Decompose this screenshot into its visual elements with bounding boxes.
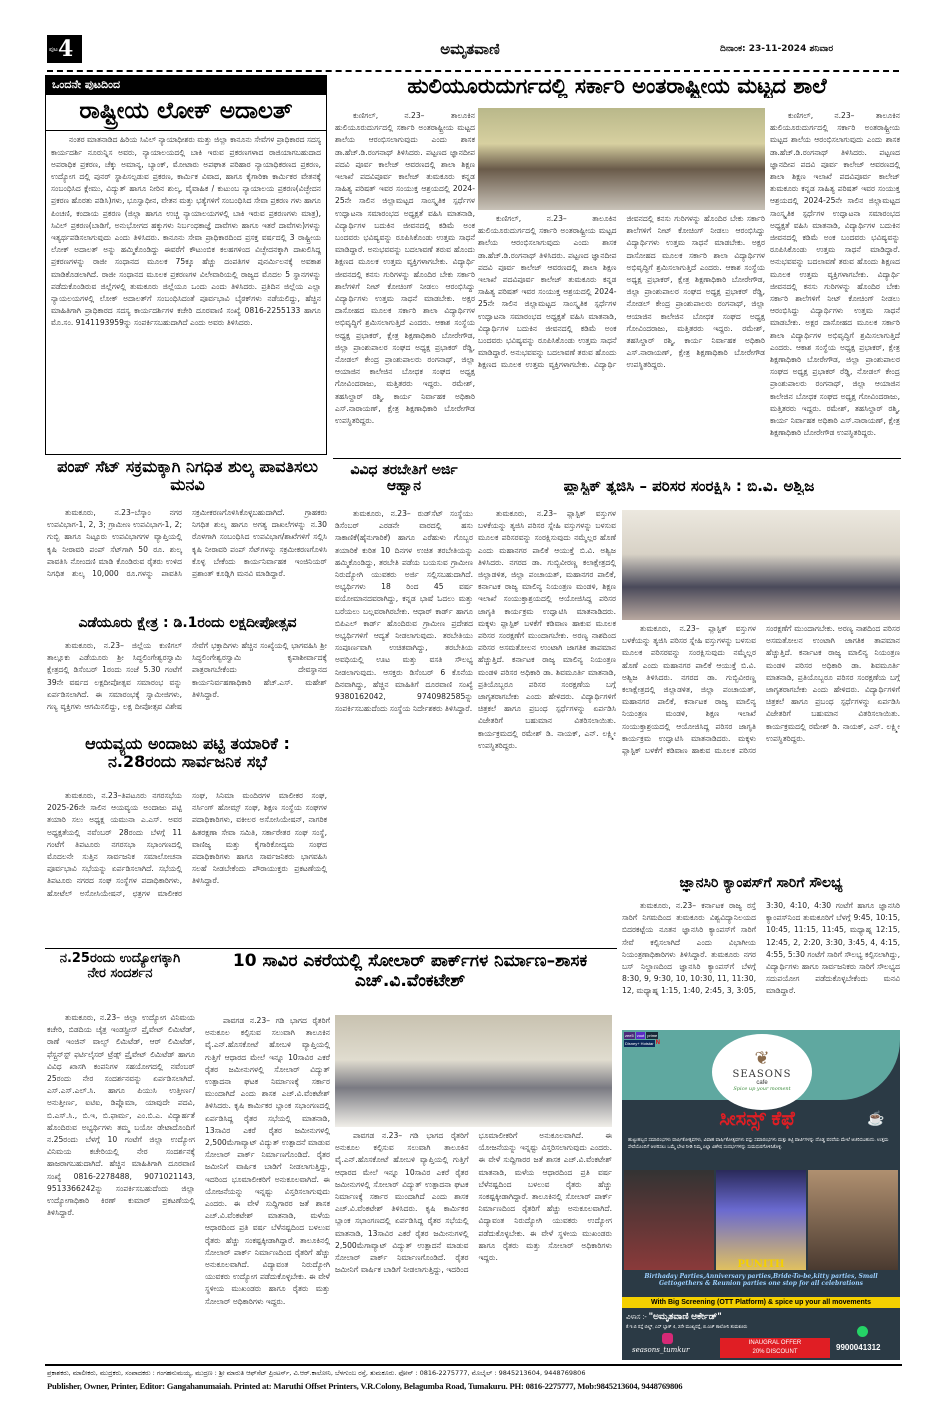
school-body: ಕುಣಿಗಲ್, ನ.23– ತಾಲೂಕಿನ ಹುಲಿಯೂರುದುರ್ಗದಲ್ಲಿ ಸರ್ಕಾರಿ ಅಂತರಾಷ್ಟ್ರೀಯ ಮಟ್ಟದ ಶಾಲೆಯ ಆರಂಭಿಸಲಾಗುವುದು ಎಂದು ಶಾಸಕ ಡಾ.ಹೆಚ್.ಡಿ.ರಂಗನಾಥ್ ತಿಳಿಸಿದರು. ಪಟ್ಟಣದ ಜ್ಞಾನದೀಪ ಪದವಿ ಪೂರ್ವ ಕಾಲೇಜ್ ಆವರಣದಲ್ಲಿ ಶಾಲಾ ಶಿಕ್ಷಣ ಇಲಾಖೆ ಪದವಿಪೂರ್ವ ಕಾಲೇಜ್ ತುಮಕೂರು ಕನ್ನಡ ಸಾಹಿತ್ಯ ಪರಿಷತ್ ಇವರ ಸಂಯುಕ್ತ ಆಶ್ರಯದಲ್ಲಿ 2024-25ನೇ ಸಾಲಿನ ಜಿಲ್ಲಾಮಟ್ಟದ ಸಾಂಸ್ಕೃತಿಕ ಸ್ಪರ್ಧೆಗಳ ಉದ್ಘಾಟನಾ ಸಮಾರಂಭದ ಅಧ್ಯಕ್ಷತೆ ವಹಿಸಿ ಮಾತನಾಡಿ, ವಿದ್ಯಾರ್ಥಿಗಳ ಬದುಕಿನ ಜೀವನದಲ್ಲಿ ಕಡಿಮೆ ಅಂಕ ಬಂದವರು ಭವಿಷ್ಯವನ್ನು ರೂಪಿಸಿಕೊಂಡು ಉತ್ತಮ ಸಾಧನೆ ಮಾಡಿದ್ದಾರೆ. ಅನುಭವವನ್ನು ಬದಲಾವಣೆ ತರುವ ಹೊಂದು ಶಿಕ್ಷಣದ ಮೂಲಕ ಉತ್ತಮ ವ್ಯಕ್ತಿಗಳಾಗಬೇಕು. ವಿದ್ಯಾರ್ಥಿ ಜೀವನದಲ್ಲಿ ಕನಸು ಗುರಿಗಳನ್ನು ಹೊಂದಿರ ಬೇಕು ಸರ್ಕಾರಿ ಶಾಲೆಗಳಿಗೆ ನೀಟ್ ಕೋಚಿಂಗ್ ನೀಡಲು ಆರಂಭಿಸಿದ್ದು ವಿದ್ಯಾರ್ಥಿಗಳು ಉತ್ತಮ ಸಾಧನೆ ಮಾಡಬೇಕು. ಅಕ್ಷರ ದಾಸೋಹದ ಮೂಲಕ ಸರ್ಕಾರಿ ಶಾಲಾ ವಿದ್ಯಾರ್ಥಿಗಳ ಅಭಿವೃದ್ಧಿಗೆ ಶ್ರಮಿಸಲಾಗುತ್ತಿದೆ ಎಂದರು. ಆಕಾಶ ಸಂಸ್ಥೆಯ ಅಧ್ಯಕ್ಷ ಪ್ರಭಾಕರ್, ಕ್ಷೇತ್ರ ಶಿಕ್ಷಣಾಧಿಕಾರಿ ಬೋರೇಗೌಡ, ಜಿಲ್ಲಾ ಪ್ರಾಂಶುಪಾಲರ ಸಂಘದ ಅಧ್ಯಕ್ಷ ಪ್ರಭಾಕರ್ ರೆಡ್ಡಿ, ನೋಡಲ್ ಕೇಂದ್ರ ಪ್ರಾಂಶುಪಾಲರು ರಂಗನಾಥ್, ಜಿಲ್ಲಾ ಆಯಾಜಿನ ಕಾಲೇಜಿನ ಬೋಧಕ ಸಂಘದ ಅಧ್ಯಕ್ಷ ಗೋವಿಂದರಾಜು, ಮತ್ತಿತರರು ಇದ್ದರು. ರಮೇಶ್, ತಹಸಿಲ್ದಾರ್ ರಶ್ಮಿ, ಕಾರ್ಯ ನಿರ್ವಾಹಕ ಅಧಿಕಾರಿ ಎಸ್.ನಾರಾಯಣ್, ಕ್ಷೇತ್ರ ಶಿಕ್ಷಣಾಧಿಕಾರಿ ಬೋರೇಗೌಡ ಉಪಸ್ಥಿತರಿದ್ದರು. xyxy=(335,111,475,426)
logo-tagline: Spice up your moment xyxy=(733,1086,791,1092)
pumpset-headline: ಪಂಪ್ ಸೆಟ್ ಸಕ್ರಮಕ್ಕಾಗಿ ನಿಗಧಿತ ಶುಲ್ಕ ಪಾವತಿಸಲು ಮನವಿ xyxy=(57,457,318,495)
campus-headline: ಜ್ಞಾನಸಿರಿ ಕ್ಯಾಂಪಸ್‌ಗೆ ಸಾರಿಗೆ ಸೌಲಭ್ಯ xyxy=(679,875,843,891)
logo-text: SEASONS xyxy=(732,1069,792,1080)
coffee-cup-icon: ☕ xyxy=(867,1110,885,1126)
logo-sub: cafe xyxy=(756,1080,768,1086)
footer-divider xyxy=(45,1364,902,1366)
address-label: ವಿಳಾಸ :- xyxy=(626,1314,647,1321)
article-body: ನಂತರ ಮಾತನಾಡಿದ ಹಿರಿಯ ಸಿವಿಲ್ ನ್ಯಾಯಾಧೀಶರು ಮತ್ತು ಜಿಲ್ಲಾ ಕಾನೂನು ಸೇವೆಗಳ ಪ್ರಾಧಿಕಾರದ ಸದಸ್ಯ ಕಾರ್ಯದರ್ಶಿ ನೂರುನ್ನಿಸ ಅವರು, ನ್ಯಾಯಾಲಯದಲ್ಲಿ ಬಾಕಿ ಇರುವ ಪ್ರಕರಣಗಳಾದ ರಾಜಿಯಾಗಬಹುದಾದ ಅಪರಾಧಿಕ ಪ್ರಕರಣ, ಚೆಕ್ಕು ಅಮಾನ್ಯ, ಬ್ಯಾಂಕ್, ಮೋಟಾರು ಅಪಘಾತ ಪರಿಹಾರ ನ್ಯಾಯಾಧಿಕರಣದ ಪ್ರಕರಣ, ಉದ್ಯೋಗ ದಲ್ಲಿ ಪುನರ್ ಸ್ಥಾಪಿಸಲ್ಪಡುವ ಪ್ರಕರಣ, ಕಾರ್ಮಿಕ ವಿವಾದ, ಹಾಗೂ ಕೈಗಾರಿಕಾ ಕಾರ್ಮಿಕರ ವೇತನಕ್ಕೆ ಸಂಬಂಧಿಸಿದ ಕ್ಲೇಮು, ವಿದ್ಯುತ್ ಹಾಗೂ ನೀರಿನ ಶುಲ್ಕ, ವೈವಾಹಿಕ / ಕುಟುಂಬ ನ್ಯಾಯಾಲಯ ಪ್ರಕರಣ(ವಿಚ್ಛೇದನ ಪ್ರಕರಣ ಹೊರತು ಪಡಿಸಿ)ಗಳು, ಭೂಸ್ವಾಧೀನ, ವೇತನ ಮತ್ತು ಭತ್ಯೆಗಳಿಗೆ ಸಂಬಂಧಿಸಿದ ಸೇವಾ ಪ್ರಕರಣ ಗಳು ಹಾಗೂ ಪಿಂಚಣಿ, ಕಂದಾಯ ಪ್ರಕರಣ (ಜಿಲ್ಲಾ ಹಾಗೂ ಉಚ್ಚ ನ್ಯಾಯಾಲಯಗಳಲ್ಲಿ ಬಾಕಿ ಇರುವ ಪ್ರಕರಣಗಳು ಮಾತ್ರ), ಸಿವಿಲ್ ಪ್ರಕರಣ(ಬಾಡಿಗೆ, ಅನುಭೋಗದ ಹಕ್ಕುಗಳು ನಿರ್ಬಂಧಕಾಜ್ಞೆ ದಾವೆಗಳು ಹಾಗೂ ಇತರೆ ದಾವೆಗಳು)ಗಳನ್ನು ಇತ್ಯರ್ಥಪಡಿಸಲಾಗುವುದು ಎಂದು ತಿಳಿಸಿದರು. ಕಾನೂನು ಸೇವಾ ಪ್ರಾಧಿಕಾರದಿಂದ ಪ್ರಸಕ್ತ ವರ್ಷದಲ್ಲಿ 3 ರಾಷ್ಟ್ರೀಯ ಲೋಕ್ ಅದಾಲತ್ ಅನ್ನು ಹಮ್ಮಿಕೊಂಡಿದ್ದು ಈವರೆಗೆ ಕೌಟುಂಬಿಕ ಕಲಹಗಳಿಂದ ವಿಚ್ಛೇದನಕ್ಕಾಗಿ ದಾಖಲಿಸಿದ್ದ ಪ್ರಕರಣಗಳನ್ನು ರಾಜೀ ಸಂಧಾನದ ಮೂಲಕ 75ಕ್ಕೂ ಹೆಚ್ಚು ದಂಪತಿಗಳ ಪುನರ್ಮಿಲನಕ್ಕೆ ಅವಕಾಶ ಮಾಡಿಕೊಡಲಾಗಿದೆ. ರಾಜೀ ಸಂಧಾನದ ಮೂಲಕ ಪ್ರಕರಣಗಳ ವಿಲೇವಾರಿಯಲ್ಲಿ ರಾಜ್ಯದ ಮೊದಲ 5 ಸ್ಥಾನಗಳನ್ನು ಪಡೆದುಕೊಂಡಿರುವ ಜಿಲ್ಲೆಗಳಲ್ಲಿ ತುಮಕೂರು ಜಿಲ್ಲೆಯೂ ಒಂದು ಎಂದು ತಿಳಿಸಿದರು. ಪ್ರತಿದಿನ ಜಿಲ್ಲೆಯ ಎಲ್ಲಾ ನ್ಯಾಯಲಯಗಳಲ್ಲಿ ಲೋಕ್ ಅದಾಲತ್‌ಗೆ ಸಂಬಂಧಿಸಿದಂತೆ ಪೂರ್ವಭಾವಿ ಬೈಠಕ್‌ಗಳು ನಡೆಯಲಿದ್ದು, ಹೆಚ್ಚಿನ ಮಾಹಿತಿಗಾಗಿ ಪ್ರಾಧಿಕಾರದ ಸದಸ್ಯ ಕಾರ್ಯದರ್ಶಿಗಳ ಕಚೇರಿ ದೂರವಾಣಿ ಸಂಖ್ಯೆ 0816-2255133 ಹಾಗೂ ಮೊ.ಸಂ. 9141193959ನ್ನು ಸಂಪರ್ಕಿಸಬಹುದಾಗಿದೆ ಎಂದು ಅವರು ತಿಳಿಸಿದರು. xyxy=(51,135,321,328)
issue-date: ದಿನಾಂಕ: 23-11-2024 ಶನಿವಾರ xyxy=(720,44,834,54)
school-headline: ಹುಲಿಯೂರುದುರ್ಗದಲ್ಲಿ ಸರ್ಕಾರಿ ಅಂತರಾಷ್ಟ್ರೀಯ ಮಟ್ಟದ ಶಾಲೆ xyxy=(407,74,827,98)
ad-intro: ಹುಟ್ಟುಹಬ್ಬದ ಸಮಾರಂಭಗಳು ವಾರ್ಷಿಕೋತ್ಸವಗಳು, ವಿವಾಹ ವಾರ್ಷಿಕೋತ್ಸವಗಳು ವಸ್ತು ಸಮಾರಂಭಗಳು ಮತ್ತು ಕಿಟ್ಟಿ ಪಾರ್ಟಿಗಳನ್ನು ದೊಡ್ಡ ಪರದೆಯ ಮೇಲೆ ಆಚರಿಸಬಹುದು. ಉತ್ತಮ ಸೇವೆಯೊಂದಿಗೆ ಆಚರಿಸಲು ಒಮ್ಮೆ ಭೇಟಿ ನೀಡಿ ನಿಮ್ಮ ಎಲ್ಲಾ ವಿಶೇಷ ಸಂದರ್ಭಗಳನ್ನು ಸುಮಧುರಗೊಳಿಸಿಕೊಳ್ಳಿ. xyxy=(628,1137,889,1149)
plastic-event-photo xyxy=(622,510,900,620)
page-number: 4 xyxy=(58,36,74,62)
edeyur-headline: ಎಡೆಯೂರು ಕ್ಷೇತ್ರ : ಡಿ.1ರಂದು ಲಕ್ಷದೀಪೋತ್ಸವ xyxy=(78,615,297,631)
ad-photo-collage xyxy=(624,1170,898,1270)
whatsapp-icon xyxy=(857,1326,868,1337)
offer-banner xyxy=(720,1338,830,1358)
job-headline: ನ.25ರಂದು ಉದ್ಯೋಗಕ್ಕಾಗಿ ನೇರ ಸಂದರ್ಶನ xyxy=(59,951,181,981)
job-body: ತುಮಕೂರು, ನ.23– ಜಿಲ್ಲಾ ಉದ್ಯೋಗ ವಿನಿಮಯ ಕಚೇರಿ, ಬಿಡದಿಯ ಚೈತ್ರ ಇಂಡಸ್ಟ್ರೀಸ್ ಪ್ರೈವೇಟ್ ಲಿಮಿಟೆಡ್, ರಾಣೆ ಇಂಜಿನ್ ವಾಲ್ವ್ ಲಿಮಿಟೆಡ್, ಆರ್ ಲಿಮಿಟೆಡ್, ಫೆಸ್ಟ್ರನ್‌ಸ್ಟ್ ಫರ್ಟಿಲೈಸರ್ ಟ್ರೆಡ್ಸ್ ಪ್ರೈವೇಟ್ ಲಿಮಿಟೆಡ್ ಹಾಗೂ ವಿವಿಧ ಖಾಸಗಿ ಕಂಪನಿಗಳ ಸಹಯೋಗದಲ್ಲಿ ನವೆಂಬರ್ 25ರಂದು ನೇರ ಸಂದರ್ಶನವನ್ನು ಏರ್ಪಡಿಸಲಾಗಿದೆ. ಎಸ್.ಎಸ್.ಎಲ್.ಸಿ. ಹಾಗೂ ಪಿಯುಸಿ ಉತ್ತೀರ್ಣ/ಅನುತ್ತೀರ್ಣ, ಐಟಿಐ, ಡಿಪ್ಲೊಮಾ, ಯಾವುದೇ ಪದವಿ, ಬಿ.ಎಸ್.ಸಿ., ಬಿ.ಇ, ಬಿ.ಫಾರ್ಮ, ಎಂ.ಬಿ.ಎ. ವಿದ್ಯಾರ್ಹತೆ ಹೊಂದಿರುವ ಅಭ್ಯರ್ಥಿಗಳು ತಮ್ಮ ಬಯೋ ಡೇಟಾದೊಂದಿಗೆ ನ.25ರಂದು ಬೆಳಗ್ಗೆ 10 ಗಂಟೆಗೆ ಜಿಲ್ಲಾ ಉದ್ಯೋಗ ವಿನಿಮಯ ಕಚೇರಿಯಲ್ಲಿ ನೇರ ಸಂದರ್ಶನಕ್ಕೆ ಹಾಜರಾಗಬಹುದಾಗಿದೆ. ಹೆಚ್ಚಿನ ಮಾಹಿತಿಗಾಗಿ ದೂರವಾಣಿ ಸಂಖ್ಯೆ 0816-2278488, 9071021143, 9513366242ನ್ನು ಸಂಪರ್ಕಿಸಬಹುದೆಂದು ಜಿಲ್ಲಾ ಉದ್ಯೋಗಾಧಿಕಾರಿ ಕಿರಣ್ ಕುಮಾರ್ ಪ್ರಕಟಣೆಯಲ್ಲಿ ತಿಳಿಸಿದ್ದಾರೆ. xyxy=(47,1013,195,1218)
solar-body-cont: ಪಾವಗಡ ನ.23– ಗಡಿ ಭಾಗದ ರೈತರಿಗೆ ಅನುಕೂಲ ಕಲ್ಪಿಸುವ ಸಲುವಾಗಿ ತಾಲೂಕಿನ ವೈ.ಎನ್.ಹೊಸಕೋಟೆ ಹೋಬಳಿ ವ್ಯಾಪ್ತಿಯಲ್ಲಿ ಗುತ್ತಿಗೆ ಆಧಾರದ ಮೇಲೆ ಇನ್ನೂ 10ಸಾವಿರ ಎಕರೆ ರೈತರ ಜಮೀನುಗಳಲ್ಲಿ ಸೋಲಾರ್ ವಿದ್ಯುತ್ ಉತ್ಪಾದನಾ ಘಟಕ ನಿರ್ಮಾಣಕ್ಕೆ ಸರ್ಕಾರ ಮುಂದಾಗಿದೆ ಎಂದು ಶಾಸಕ ಎಚ್.ವಿ.ವೆಂಕಟೇಶ್ ತಿಳಿಸಿದರು. ಕೃಷಿ ಕಾರ್ಮಿಕರ ಬ್ಲಾಂಕ ಸಭಾಂಗಣದಲ್ಲಿ ಏರ್ಪಡಿಸಿದ್ದ ರೈತರ ಸಭೆಯಲ್ಲಿ ಮಾತನಾಡಿ, 13ಸಾವಿರ ಎಕರೆ ರೈತರ ಜಮೀನುಗಳಲ್ಲಿ 2,500ಮೆಗಾವ್ಯಾಟ್ ವಿದ್ಯುತ್ ಉತ್ಪಾದನೆ ಮಾಡುವ ಸೋಲಾರ್ ಪಾರ್ಕ್ ನಿರ್ಮಾಣಗೊಂಡಿದೆ. ರೈತರ ಜಮೀನಿಗೆ ವಾರ್ಷಿಕ ಬಾಡಿಗೆ ನೀಡಲಾಗುತ್ತಿದ್ದು, ಇದರಿಂದ ಭೂಮಾಲೀಕರಿಗೆ ಅನುಕೂಲವಾಗಿದೆ. ಈ ಯೋಜನೆಯನ್ನು ಇನ್ನಷ್ಟು ವಿಸ್ತರಿಸಲಾಗುವುದು ಎಂದರು. ಈ ವೇಳೆ ಸುದ್ದಿಗಾರರ ಜತೆ ಶಾಸಕ ಎಚ್.ವಿ.ವೆಂಕಟೇಶ್ ಮಾತನಾಡಿ, ಮಳೆಯ ಆಧಾರದಿಂದ ಪ್ರತಿ ವರ್ಷ ಬೆಳೆನಷ್ಟದಿಂದ ಬಳಲುವ ರೈತರು ಹೆಚ್ಚು ಸಂಕಷ್ಟಕ್ಕೀಡಾಗಿದ್ದಾರೆ. ತಾಲೂಕಿನಲ್ಲಿ ಸೋಲಾರ್ ಪಾರ್ಕ್ ನಿರ್ಮಾಣದಿಂದ ರೈತರಿಗೆ ಹೆಚ್ಚು ಅನುಕೂಲವಾಗಿದೆ. ವಿದ್ಯಾವಂತ ನಿರುದ್ಯೋಗಿ ಯುವಕರು ಉದ್ಯೋಗ ಪಡೆದುಕೊಳ್ಳಬೇಕು. ಈ ವೇಳೆ ಸ್ಥಳೀಯ ಮುಖಂಡರು ಹಾಗೂ ರೈತರು ಮತ್ತು ಸೋಲಾರ್ ಅಧಿಕಾರಿಗಳು ಇದ್ದರು. xyxy=(335,1131,612,1275)
address-name: "ಅಮೃತವಾಣಿ ಆರ್ಕೇಡ್" xyxy=(648,1311,722,1321)
school-body-cont: ಕುಣಿಗಲ್, ನ.23– ತಾಲೂಕಿನ ಹುಲಿಯೂರುದುರ್ಗದಲ್ಲಿ ಸರ್ಕಾರಿ ಅಂತರಾಷ್ಟ್ರೀಯ ಮಟ್ಟದ ಶಾಲೆಯ ಆರಂಭಿಸಲಾಗುವುದು ಎಂದು ಶಾಸಕ ಡಾ.ಹೆಚ್.ಡಿ.ರಂಗನಾಥ್ ತಿಳಿಸಿದರು. ಪಟ್ಟಣದ ಜ್ಞಾನದೀಪ ಪದವಿ ಪೂರ್ವ ಕಾಲೇಜ್ ಆವರಣದಲ್ಲಿ ಶಾಲಾ ಶಿಕ್ಷಣ ಇಲಾಖೆ ಪದವಿಪೂರ್ವ ಕಾಲೇಜ್ ತುಮಕೂರು ಕನ್ನಡ ಸಾಹಿತ್ಯ ಪರಿಷತ್ ಇವರ ಸಂಯುಕ್ತ ಆಶ್ರಯದಲ್ಲಿ 2024-25ನೇ ಸಾಲಿನ ಜಿಲ್ಲಾಮಟ್ಟದ ಸಾಂಸ್ಕೃತಿಕ ಸ್ಪರ್ಧೆಗಳ ಉದ್ಘಾಟನಾ ಸಮಾರಂಭದ ಅಧ್ಯಕ್ಷತೆ ವಹಿಸಿ ಮಾತನಾಡಿ, ವಿದ್ಯಾರ್ಥಿಗಳ ಬದುಕಿನ ಜೀವನದಲ್ಲಿ ಕಡಿಮೆ ಅಂಕ ಬಂದವರು ಭವಿಷ್ಯವನ್ನು ರೂಪಿಸಿಕೊಂಡು ಉತ್ತಮ ಸಾಧನೆ ಮಾಡಿದ್ದಾರೆ. ಅನುಭವವನ್ನು ಬದಲಾವಣೆ ತರುವ ಹೊಂದು ಶಿಕ್ಷಣದ ಮೂಲಕ ಉತ್ತಮ ವ್ಯಕ್ತಿಗಳಾಗಬೇಕು. ವಿದ್ಯಾರ್ಥಿ ಜೀವನದಲ್ಲಿ ಕನಸು ಗುರಿಗಳನ್ನು ಹೊಂದಿರ ಬೇಕು ಸರ್ಕಾರಿ ಶಾಲೆಗಳಿಗೆ ನೀಟ್ ಕೋಚಿಂಗ್ ನೀಡಲು ಆರಂಭಿಸಿದ್ದು ವಿದ್ಯಾರ್ಥಿಗಳು ಉತ್ತಮ ಸಾಧನೆ ಮಾಡಬೇಕು. ಅಕ್ಷರ ದಾಸೋಹದ ಮೂಲಕ ಸರ್ಕಾರಿ ಶಾಲಾ ವಿದ್ಯಾರ್ಥಿಗಳ ಅಭಿವೃದ್ಧಿಗೆ ಶ್ರಮಿಸಲಾಗುತ್ತಿದೆ ಎಂದರು. ಆಕಾಶ ಸಂಸ್ಥೆಯ ಅಧ್ಯಕ್ಷ ಪ್ರಭಾಕರ್, ಕ್ಷೇತ್ರ ಶಿಕ್ಷಣಾಧಿಕಾರಿ ಬೋರೇಗೌಡ, ಜಿಲ್ಲಾ ಪ್ರಾಂಶುಪಾಲರ ಸಂಘದ ಅಧ್ಯಕ್ಷ ಪ್ರಭಾಕರ್ ರೆಡ್ಡಿ, ನೋಡಲ್ ಕೇಂದ್ರ ಪ್ರಾಂಶುಪಾಲರು ರಂಗನಾಥ್, ಜಿಲ್ಲಾ ಆಯಾಜಿನ ಕಾಲೇಜಿನ ಬೋಧಕ ಸಂಘದ ಅಧ್ಯಕ್ಷ ಗೋವಿಂದರಾಜು, ಮತ್ತಿತರರು ಇದ್ದರು. ರಮೇಶ್, ತಹಸಿಲ್ದಾರ್ ರಶ್ಮಿ, ಕಾರ್ಯ ನಿರ್ವಾಹಕ ಅಧಿಕಾರಿ ಎಸ್.ನಾರಾಯಣ್, ಕ್ಷೇತ್ರ ಶಿಕ್ಷಣಾಧಿಕಾರಿ ಬೋರೇಗೌಡ ಉಪಸ್ಥಿತರಿದ್ದರು. xyxy=(478,214,765,370)
address-line: ಕೆ.ಇ.ಬಿ ರಸ್ತೆ ಬಿಲ್ಡ್, ಎಸ್ ಬ್ಲಾಕ್ 4, 2ನೇ ಮುಖ್ಯರಸ್ತೆ, ಬಿ.ಎಚ್ ಕಾಲೋನಿ ತುಮಕೂರು xyxy=(626,1324,748,1329)
solar-meeting-photo xyxy=(335,1015,612,1127)
solar-body: ಪಾವಗಡ ನ.23– ಗಡಿ ಭಾಗದ ರೈತರಿಗೆ ಅನುಕೂಲ ಕಲ್ಪಿಸುವ ಸಲುವಾಗಿ ತಾಲೂಕಿನ ವೈ.ಎನ್.ಹೊಸಕೋಟೆ ಹೋಬಳಿ ವ್ಯಾಪ್ತಿಯಲ್ಲಿ ಗುತ್ತಿಗೆ ಆಧಾರದ ಮೇಲೆ ಇನ್ನೂ 10ಸಾವಿರ ಎಕರೆ ರೈತರ ಜಮೀನುಗಳಲ್ಲಿ ಸೋಲಾರ್ ವಿದ್ಯುತ್ ಉತ್ಪಾದನಾ ಘಟಕ ನಿರ್ಮಾಣಕ್ಕೆ ಸರ್ಕಾರ ಮುಂದಾಗಿದೆ ಎಂದು ಶಾಸಕ ಎಚ್.ವಿ.ವೆಂಕಟೇಶ್ ತಿಳಿಸಿದರು. ಕೃಷಿ ಕಾರ್ಮಿಕರ ಬ್ಲಾಂಕ ಸಭಾಂಗಣದಲ್ಲಿ ಏರ್ಪಡಿಸಿದ್ದ ರೈತರ ಸಭೆಯಲ್ಲಿ ಮಾತನಾಡಿ, 13ಸಾವಿರ ಎಕರೆ ರೈತರ ಜಮೀನುಗಳಲ್ಲಿ 2,500ಮೆಗಾವ್ಯಾಟ್ ವಿದ್ಯುತ್ ಉತ್ಪಾದನೆ ಮಾಡುವ ಸೋಲಾರ್ ಪಾರ್ಕ್ ನಿರ್ಮಾಣಗೊಂಡಿದೆ. ರೈತರ ಜಮೀನಿಗೆ ವಾರ್ಷಿಕ ಬಾಡಿಗೆ ನೀಡಲಾಗುತ್ತಿದ್ದು, ಇದರಿಂದ ಭೂಮಾಲೀಕರಿಗೆ ಅನುಕೂಲವಾಗಿದೆ. ಈ ಯೋಜನೆಯನ್ನು ಇನ್ನಷ್ಟು ವಿಸ್ತರಿಸಲಾಗುವುದು ಎಂದರು. ಈ ವೇಳೆ ಸುದ್ದಿಗಾರರ ಜತೆ ಶಾಸಕ ಎಚ್.ವಿ.ವೆಂಕಟೇಶ್ ಮಾತನಾಡಿ, ಮಳೆಯ ಆಧಾರದಿಂದ ಪ್ರತಿ ವರ್ಷ ಬೆಳೆನಷ್ಟದಿಂದ ಬಳಲುವ ರೈತರು ಹೆಚ್ಚು ಸಂಕಷ್ಟಕ್ಕೀಡಾಗಿದ್ದಾರೆ. ತಾಲೂಕಿನಲ್ಲಿ ಸೋಲಾರ್ ಪಾರ್ಕ್ ನಿರ್ಮಾಣದಿಂದ ರೈತರಿಗೆ ಹೆಚ್ಚು ಅನುಕೂಲವಾಗಿದೆ. ವಿದ್ಯಾವಂತ ನಿರುದ್ಯೋಗಿ ಯುವಕರು ಉದ್ಯೋಗ ಪಡೆದುಕೊಳ್ಳಬೇಕು. ಈ ವೇಳೆ ಸ್ಥಳೀಯ ಮುಖಂಡರು ಹಾಗೂ ರೈತರು ಮತ್ತು ಸೋಲಾರ್ ಅಧಿಕಾರಿಗಳು ಇದ್ದರು. xyxy=(205,1016,330,1306)
masthead: ಅಮೃತವಾಣಿ xyxy=(440,40,500,58)
hotstar-logo: Disney+ Hotstar xyxy=(625,1041,654,1046)
budget-body: ತುಮಕೂರು, ನ.23–ತಿಪಟೂರು ನಗರಸಭೆಯ 2025-26ನೇ ಸಾಲಿನ ಆಯವ್ಯಯ ಅಂದಾಜು ಪಟ್ಟಿ ತಯಾರಿ ಸಲು ಅಧ್ಯಕ್ಷ ಯಮುನಾ ಎ.ಎಸ್. ಅವರ ಅಧ್ಯಕ್ಷತೆಯಲ್ಲಿ ನವೆಂಬರ್ 28ರಂದು ಬೆಳಗ್ಗೆ 11 ಗಂಟೆಗೆ ತಿಪಟೂರು ನಗರಸಭಾ ಸಭಾಂಗಣದಲ್ಲಿ ಮೊದಲನೇ ಸುತ್ತಿನ ಸಾರ್ವಜನಿಕ ಸಮಾಲೋಚನಾ ಪೂರ್ವಭಾವಿ ಸಭೆಯನ್ನು ಏರ್ಪಡಿಸಲಾಗಿದೆ. ಸಭೆಯಲ್ಲಿ ತಿಪಟೂರು ನಗರದ ಸಂಘ ಸಂಸ್ಥೆಗಳ ಪದಾಧಿಕಾರಿಗಳು, ಹೋಟೆಲ್ ಅಸೋಸಿಯೇಷನ್, ಛತ್ರಗಳ ಮಾಲೀಕರ ಸಂಘ, ಸಿನಿಮಾ ಮಂದಿರಗಳ ಮಾಲೀಕರ ಸಂಘ, ನರ್ಸಿಂಗ್ ಹೋಮ್ಸ್ ಸಂಘ, ಶಿಕ್ಷಣ ಸಂಸ್ಥೆಯ ಸಂಘಗಳ ಪದಾಧಿಕಾರಿಗಳು, ವಕೀಲರ ಅಸೋಸಿಯೇಷನ್, ನಾಗರಿಕ ಹಿತರಕ್ಷಣಾ ಸೇವಾ ಸಮಿತಿ, ಸರ್ಕಾರೇತರ ಸಂಘ ಸಂಸ್ಥೆ, ವಾಣಿಜ್ಯ ಮತ್ತು ಕೈಗಾರಿಕೋದ್ಯಮ ಸಂಘದ ಪದಾಧಿಕಾರಿಗಳು ಹಾಗೂ ಸಾರ್ವಜನಿಕರು ಭಾಗವಹಿಸಿ ಸಲಹೆ ನೀಡಬೇಕೆಂದು ಪೌರಾಯುಕ್ತರು ಪ್ರಕಟಣೆಯಲ್ಲಿ ತಿಳಿಸಿದ್ದಾರೆ. xyxy=(47,791,327,898)
continued-label: ಒಂದನೇ ಪುಟದಿಂದ xyxy=(46,76,326,95)
ad-title: ಸೀಸನ್ಸ್ ಕೆಫೆ xyxy=(719,1108,795,1130)
training-body: ತುಮಕೂರು, ನ.23– ರುಡ್‌ಸೆಟ್ ಸಂಸ್ಥೆಯು ಡಿಸೆಂಬರ್ ಎರಡನೇ ವಾರದಲ್ಲಿ ಹಸು ಸಾಕಾಣಿಕೆ(ಹೈನುಗಾರಿಕೆ) ಹಾಗೂ ಎರೆಹುಳು ಗೊಬ್ಬರ ತಯಾರಿಕೆ ಕುರಿತ 10 ದಿನಗಳ ಉಚಿತ ತರಬೇತಿಯನ್ನು ಹಮ್ಮಿಕೊಂಡಿದ್ದು, ತರಬೇತಿ ಪಡೆಯ ಬಯಸುವ ಗ್ರಾಮೀಣ ನಿರುದ್ಯೋಗಿ ಯುವಕರು ಅರ್ಜಿ ಸಲ್ಲಿಸಬಹುದಾಗಿದೆ. ಅಭ್ಯರ್ಥಿಗಳು 18 ರಿಂದ 45 ವರ್ಷ ವಯೋಮಾನದವರಾಗಿದ್ದು, ಕನ್ನಡ ಭಾಷೆ ಓದಲು ಮತ್ತು ಬರೆಯಲು ಬಲ್ಲವರಾಗಿರಬೇಕು. ಆಧಾರ್ ಕಾರ್ಡ್ ಹಾಗೂ ಬಿಪಿಎಲ್ ಕಾರ್ಡ್ ಹೊಂದಿರುವ ಗ್ರಾಮೀಣ ಪ್ರದೇಶದ ಅಭ್ಯರ್ಥಿಗಳಿಗೆ ಆದ್ಯತೆ ನೀಡಲಾಗುವುದು. ತರಬೇತಿಯು ಸಂಪೂರ್ಣವಾಗಿ ಉಚಿತವಾಗಿದ್ದು, ತರಬೇತಿಯ ಅವಧಿಯಲ್ಲಿ ಊಟ ಮತ್ತು ವಸತಿ ಸೌಲಭ್ಯ ನೀಡಲಾಗುವುದು. ಆಸಕ್ತರು ಡಿಸೆಂಬರ್ 6 ಕೊನೆಯ ದಿನವಾಗಿದ್ದು, ಹೆಚ್ಚಿನ ಮಾಹಿತಿಗೆ ದೂರವಾಣಿ ಸಂಖ್ಯೆ 9380162042, 9740982585ನ್ನು ಸಂಪರ್ಕಿಸಬಹುದೆಂದು ಸಂಸ್ಥೆಯ ನಿರ್ದೇಶಕರು ತಿಳಿಸಿದ್ದಾರೆ. xyxy=(335,509,473,714)
plastic-headline: ಪ್ಲಾಸ್ಟಿಕ್ ತ್ಯಜಿಸಿ – ಪರಿಸರ ಸಂರಕ್ಷಿಸಿ : ಬಿ.ವಿ. ಅಶ್ವಿಜ xyxy=(563,478,815,495)
offer-line-2: 20% DISCOUNT xyxy=(752,1349,798,1355)
plastic-body: ತುಮಕೂರು, ನ.23– ಪ್ಲಾಸ್ಟಿಕ್ ವಸ್ತುಗಳ ಬಳಕೆಯನ್ನು ತ್ಯಜಿಸಿ ಪರಿಸರ ಸ್ನೇಹಿ ವಸ್ತುಗಳನ್ನು ಬಳಸುವ ಮೂಲಕ ಪರಿಸರವನ್ನು ಸಂರಕ್ಷಿಸುವುದು ನಮ್ಮೆಲ್ಲರ ಹೊಣೆ ಎಂದು ಮಹಾನಗರ ಪಾಲಿಕೆ ಆಯುಕ್ತೆ ಬಿ.ವಿ. ಅಶ್ವಿಜ ತಿಳಿಸಿದರು. ನಗರದ ಡಾ. ಗುಬ್ಬಿವೀರಣ್ಣ ಕಲಾಕ್ಷೇತ್ರದಲ್ಲಿ ಜಿಲ್ಲಾಡಳಿತ, ಜಿಲ್ಲಾ ಪಂಚಾಯತ್, ಮಹಾನಗರ ಪಾಲಿಕೆ, ಕರ್ನಾಟಕ ರಾಜ್ಯ ಮಾಲಿನ್ಯ ನಿಯಂತ್ರಣ ಮಂಡಳಿ, ಶಿಕ್ಷಣ ಇಲಾಖೆ ಸಂಯುಕ್ತಾಶ್ರಯದಲ್ಲಿ ಆಯೋಜಿಸಿದ್ದ ಪರಿಸರ ಜಾಗೃತಿ ಕಾರ್ಯಕ್ರಮ ಉದ್ಘಾಟಿಸಿ ಮಾತನಾಡಿದರು. ಮಕ್ಕಳು ಪ್ಲಾಸ್ಟಿಕ್ ಬಳಕೆಗೆ ಕಡಿವಾಣ ಹಾಕುವ ಮೂಲಕ ಪರಿಸರ ಸಂರಕ್ಷಣೆಗೆ ಮುಂದಾಗಬೇಕು. ಅರಣ್ಯ ನಾಶದಿಂದ ಪರಿಸರ ಅಸಮತೋಲನ ಉಂಟಾಗಿ ಜಾಗತಿಕ ತಾಪಮಾನ ಹೆಚ್ಚುತ್ತಿದೆ. ಕರ್ನಾಟಕ ರಾಜ್ಯ ಮಾಲಿನ್ಯ ನಿಯಂತ್ರಣ ಮಂಡಳಿ ಪರಿಸರ ಅಧಿಕಾರಿ ಡಾ. ಶಿವಮೂರ್ತಿ ಮಾತನಾಡಿ, ಪ್ರತಿಯೊಬ್ಬರೂ ಪರಿಸರ ಸಂರಕ್ಷಣೆಯ ಬಗ್ಗೆ ಜಾಗೃತರಾಗಬೇಕು ಎಂದು ಹೇಳಿದರು. ವಿದ್ಯಾರ್ಥಿಗಳಿಗೆ ಚಿತ್ರಕಲೆ ಹಾಗೂ ಪ್ರಬಂಧ ಸ್ಪರ್ಧೆಗಳನ್ನು ಏರ್ಪಡಿಸಿ ವಿಜೇತರಿಗೆ ಬಹುಮಾನ ವಿತರಿಸಲಾಯಿತು. ಕಾರ್ಯಕ್ರಮದಲ್ಲಿ ರಮೇಶ್ ಡಿ. ನಾಯಕ್, ಎನ್. ಲಕ್ಷ್ಮೀ ಉಪಸ್ಥಿತರಿದ್ದರು. xyxy=(478,509,616,750)
training-headline: ವಿವಿಧ ತರಬೇತಿಗೆ ಅರ್ಜಿ ಆಹ್ವಾನ xyxy=(350,462,458,495)
instagram-handle: seasons_tumkur xyxy=(632,1346,690,1354)
instagram-icon xyxy=(662,1333,673,1344)
pumpset-body: ತುಮಕೂರು, ನ.23–ಬೆಸ್ಕಾಂ ನಗರ ಉಪವಿಭಾಗ-1, 2, 3; ಗ್ರಾಮೀಣ ಉಪವಿಭಾಗ-1, 2; ಗುಬ್ಬಿ ಹಾಗೂ ನಿಟ್ಟೂರು ಉಪವಿಭಾಗಗಳ ವ್ಯಾಪ್ತಿಯಲ್ಲಿ ಕೃಷಿ ನೀರಾವರಿ ಪಂಪ್ ಸೆಟ್‌ಗಾಗಿ 50 ರೂ. ಶುಲ್ಕ ಪಾವತಿಸಿ ನೋಂದಣಿ ಮಾಡಿ ಕೊಂಡಿರುವ ರೈತರು ಉಳಿದ ನಿಗಧಿತ ಶುಲ್ಕ 10,000 ರೂ.ಗಳನ್ನು ಪಾವತಿಸಿ ಸಕ್ರಮೀಕರಣಗೊಳಿಸಿಕೊಳ್ಳಬಹುದಾಗಿದೆ. ಗ್ರಾಹಕರು ನಿಗಧಿತ ಶುಲ್ಕ ಹಾಗೂ ಅಗತ್ಯ ದಾಖಲೆಗಳನ್ನು ನ.30 ರೊಳಗಾಗಿ ಸಂಬಂಧಿಸಿದ ಉಪವಿಭಾಗ/ಶಾಖೆಗಳಿಗೆ ಸಲ್ಲಿಸಿ ಕೃಷಿ ನೀರಾವರಿ ಪಂಪ್ ಸೆಟ್‌ಗಳನ್ನು ಸಕ್ರಮೀಕರಣಗೊಳಿಸಿ ಕೊಳ್ಳ ಬೇಕೆಂದು ಕಾರ್ಯನಿರ್ವಾಹಕ ಇಂಜಿನಿಯರ್ ಪ್ರಶಾಂತ್ ಕೂಡ್ಲಿಗಿ ಮನವಿ ಮಾಡಿದ್ದಾರೆ. xyxy=(47,508,327,579)
celebrations-text: Birthaday Parties,Anniversary parties,Bride-To-be,kitty parties, Small Gettogethers & Reunion parties one stop for all celebrations xyxy=(644,1273,878,1287)
school-event-photo xyxy=(478,108,765,210)
tree-icon: ❦ xyxy=(754,1048,770,1068)
voot-logo: voot xyxy=(636,1033,645,1038)
netflix-logo: N xyxy=(655,1040,660,1046)
footer-imprint-kannada: ಪ್ರಕಾಶಕರು, ಮಾಲೀಕರು, ಮುದ್ರಕರು, ಸಂಪಾದಕರು : ಗಂಗಹನುಮಯ್ಯ, ಮುದ್ರಣ : ಶ್ರೀ ಮಾರುತಿ ಆಫ್‌ಸೆಟ್ ಪ್ರಿಂಟರ್ಸ್, ವಿ.ಆರ್.ಕಾಲೋನಿ, ಬೆಳಗುಂಬ ರಸ್ತೆ, ತುಮಕೂರು. ಫೋನ್ : 0816-2275777, ಮೊಬೈಲ್ : 9845213604, 9448769806 xyxy=(47,1369,586,1377)
screening-banner: With Big Screening (OTT Platform) & spice up your all movements xyxy=(622,1297,900,1308)
edeyur-body: ತುಮಕೂರು, ನ.23– ಜಿಲ್ಲೆಯ ಕುಣಿಗಲ್ ತಾಲ್ಲೂಕು ಎಡೆಯೂರು ಶ್ರೀ ಸಿದ್ಧಲಿಂಗೇಶ್ವರಸ್ವಾಮಿ ಕ್ಷೇತ್ರದಲ್ಲಿ ಡಿಸೆಂಬರ್ 1ರಂದು ಸಂಜೆ 5.30 ಗಂಟೆಗೆ 39ನೇ ವರ್ಷದ ಲಕ್ಷದೀಪೋತ್ಸವ ಸಮಾರಂಭ ವನ್ನು ಏರ್ಪಡಿಸಲಾಗಿದೆ. ಈ ಸಮಾರಂಭಕ್ಕೆ ಸ್ವಾಮೀಜಿಗಳು, ಗಣ್ಯ ವ್ಯಕ್ತಿಗಳು ಆಗಮಿಸಲಿದ್ದು, ಲಕ್ಷ ದೀಪೋತ್ಸವ ವಿಶೇಷ ಸೇವೆಗೆ ಭಕ್ತಾದಿಗಳು ಹೆಚ್ಚಿನ ಸಂಖ್ಯೆಯಲ್ಲಿ ಭಾಗವಹಿಸಿ ಶ್ರೀ ಸಿದ್ಧಲಿಂಗೇಶ್ವರಸ್ವಾಮಿ ಕೃಪಾಶೀರ್ವಾದಕ್ಕೆ ಪಾತ್ರರಾಗಬೇಕೆಂದು ದೇವಸ್ಥಾನದ ಕಾರ್ಯನಿರ್ವಹಣಾಧಿಕಾರಿ ಹೆಚ್.ಎಸ್. ಮಹೇಶ್ ತಿಳಿಸಿದ್ದಾರೆ. xyxy=(47,641,327,712)
plastic-body-cont: ತುಮಕೂರು, ನ.23– ಪ್ಲಾಸ್ಟಿಕ್ ವಸ್ತುಗಳ ಬಳಕೆಯನ್ನು ತ್ಯಜಿಸಿ ಪರಿಸರ ಸ್ನೇಹಿ ವಸ್ತುಗಳನ್ನು ಬಳಸುವ ಮೂಲಕ ಪರಿಸರವನ್ನು ಸಂರಕ್ಷಿಸುವುದು ನಮ್ಮೆಲ್ಲರ ಹೊಣೆ ಎಂದು ಮಹಾನಗರ ಪಾಲಿಕೆ ಆಯುಕ್ತೆ ಬಿ.ವಿ. ಅಶ್ವಿಜ ತಿಳಿಸಿದರು. ನಗರದ ಡಾ. ಗುಬ್ಬಿವೀರಣ್ಣ ಕಲಾಕ್ಷೇತ್ರದಲ್ಲಿ ಜಿಲ್ಲಾಡಳಿತ, ಜಿಲ್ಲಾ ಪಂಚಾಯತ್, ಮಹಾನಗರ ಪಾಲಿಕೆ, ಕರ್ನಾಟಕ ರಾಜ್ಯ ಮಾಲಿನ್ಯ ನಿಯಂತ್ರಣ ಮಂಡಳಿ, ಶಿಕ್ಷಣ ಇಲಾಖೆ ಸಂಯುಕ್ತಾಶ್ರಯದಲ್ಲಿ ಆಯೋಜಿಸಿದ್ದ ಪರಿಸರ ಜಾಗೃತಿ ಕಾರ್ಯಕ್ರಮ ಉದ್ಘಾಟಿಸಿ ಮಾತನಾಡಿದರು. ಮಕ್ಕಳು ಪ್ಲಾಸ್ಟಿಕ್ ಬಳಕೆಗೆ ಕಡಿವಾಣ ಹಾಕುವ ಮೂಲಕ ಪರಿಸರ ಸಂರಕ್ಷಣೆಗೆ ಮುಂದಾಗಬೇಕು. ಅರಣ್ಯ ನಾಶದಿಂದ ಪರಿಸರ ಅಸಮತೋಲನ ಉಂಟಾಗಿ ಜಾಗತಿಕ ತಾಪಮಾನ ಹೆಚ್ಚುತ್ತಿದೆ. ಕರ್ನಾಟಕ ರಾಜ್ಯ ಮಾಲಿನ್ಯ ನಿಯಂತ್ರಣ ಮಂಡಳಿ ಪರಿಸರ ಅಧಿಕಾರಿ ಡಾ. ಶಿವಮೂರ್ತಿ ಮಾತನಾಡಿ, ಪ್ರತಿಯೊಬ್ಬರೂ ಪರಿಸರ ಸಂರಕ್ಷಣೆಯ ಬಗ್ಗೆ ಜಾಗೃತರಾಗಬೇಕು ಎಂದು ಹೇಳಿದರು. ವಿದ್ಯಾರ್ಥಿಗಳಿಗೆ ಚಿತ್ರಕಲೆ ಹಾಗೂ ಪ್ರಬಂಧ ಸ್ಪರ್ಧೆಗಳನ್ನು ಏರ್ಪಡಿಸಿ ವಿಜೇತರಿಗೆ ಬಹುಮಾನ ವಿತರಿಸಲಾಯಿತು. ಕಾರ್ಯಕ್ರಮದಲ್ಲಿ ರಮೇಶ್ ಡಿ. ನಾಯಕ್, ಎನ್. ಲಕ್ಷ್ಮೀ ಉಪಸ್ಥಿತರಿದ್ದರು. xyxy=(622,624,900,756)
seasons-logo xyxy=(712,1034,812,1110)
zee5-logo: zee5 xyxy=(625,1033,634,1038)
solar-headline: 10 ಸಾವಿರ ಎಕರೆಯಲ್ಲಿ ಸೋಲಾರ್ ಪಾರ್ಕ್‌ಗಳ ನಿರ್ಮಾಣ–ಶಾಸಕ ಎಚ್.ವಿ.ವೆಂಕಟೇಶ್ xyxy=(232,951,588,991)
budget-headline: ಆಯವ್ಯಯ ಅಂದಾಜು ಪಟ್ಟಿ ತಯಾರಿಕೆ : ನ.28ರಂದು ಸಾರ್ವಜನಿಕ ಸಭೆ xyxy=(85,734,290,772)
page-number-badge xyxy=(47,35,82,63)
ad-phone: 9900041312 xyxy=(836,1343,881,1352)
streaming-logos xyxy=(624,1032,672,1047)
footer-imprint-english: Publisher, Owner, Printer, Editor: Gangahanumaiah. Printed at: Maruthi Offset Printers, V.R.Colony, Belagumba Road, Tumakuru. PH: 0816-2275777, Mob:9845213604, 9448769806 xyxy=(47,1381,683,1391)
punith-banner: PUNITH xyxy=(737,1259,785,1270)
page-label: ಪುಟ xyxy=(49,45,58,53)
school-body-right: ಕುಣಿಗಲ್, ನ.23– ತಾಲೂಕಿನ ಹುಲಿಯೂರುದುರ್ಗದಲ್ಲಿ ಸರ್ಕಾರಿ ಅಂತರಾಷ್ಟ್ರೀಯ ಮಟ್ಟದ ಶಾಲೆಯ ಆರಂಭಿಸಲಾಗುವುದು ಎಂದು ಶಾಸಕ ಡಾ.ಹೆಚ್.ಡಿ.ರಂಗನಾಥ್ ತಿಳಿಸಿದರು. ಪಟ್ಟಣದ ಜ್ಞಾನದೀಪ ಪದವಿ ಪೂರ್ವ ಕಾಲೇಜ್ ಆವರಣದಲ್ಲಿ ಶಾಲಾ ಶಿಕ್ಷಣ ಇಲಾಖೆ ಪದವಿಪೂರ್ವ ಕಾಲೇಜ್ ತುಮಕೂರು ಕನ್ನಡ ಸಾಹಿತ್ಯ ಪರಿಷತ್ ಇವರ ಸಂಯುಕ್ತ ಆಶ್ರಯದಲ್ಲಿ 2024-25ನೇ ಸಾಲಿನ ಜಿಲ್ಲಾಮಟ್ಟದ ಸಾಂಸ್ಕೃತಿಕ ಸ್ಪರ್ಧೆಗಳ ಉದ್ಘಾಟನಾ ಸಮಾರಂಭದ ಅಧ್ಯಕ್ಷತೆ ವಹಿಸಿ ಮಾತನಾಡಿ, ವಿದ್ಯಾರ್ಥಿಗಳ ಬದುಕಿನ ಜೀವನದಲ್ಲಿ ಕಡಿಮೆ ಅಂಕ ಬಂದವರು ಭವಿಷ್ಯವನ್ನು ರೂಪಿಸಿಕೊಂಡು ಉತ್ತಮ ಸಾಧನೆ ಮಾಡಿದ್ದಾರೆ. ಅನುಭವವನ್ನು ಬದಲಾವಣೆ ತರುವ ಹೊಂದು ಶಿಕ್ಷಣದ ಮೂಲಕ ಉತ್ತಮ ವ್ಯಕ್ತಿಗಳಾಗಬೇಕು. ವಿದ್ಯಾರ್ಥಿ ಜೀವನದಲ್ಲಿ ಕನಸು ಗುರಿಗಳನ್ನು ಹೊಂದಿರ ಬೇಕು ಸರ್ಕಾರಿ ಶಾಲೆಗಳಿಗೆ ನೀಟ್ ಕೋಚಿಂಗ್ ನೀಡಲು ಆರಂಭಿಸಿದ್ದು ವಿದ್ಯಾರ್ಥಿಗಳು ಉತ್ತಮ ಸಾಧನೆ ಮಾಡಬೇಕು. ಅಕ್ಷರ ದಾಸೋಹದ ಮೂಲಕ ಸರ್ಕಾರಿ ಶಾಲಾ ವಿದ್ಯಾರ್ಥಿಗಳ ಅಭಿವೃದ್ಧಿಗೆ ಶ್ರಮಿಸಲಾಗುತ್ತಿದೆ ಎಂದರು. ಆಕಾಶ ಸಂಸ್ಥೆಯ ಅಧ್ಯಕ್ಷ ಪ್ರಭಾಕರ್, ಕ್ಷೇತ್ರ ಶಿಕ್ಷಣಾಧಿಕಾರಿ ಬೋರೇಗೌಡ, ಜಿಲ್ಲಾ ಪ್ರಾಂಶುಪಾಲರ ಸಂಘದ ಅಧ್ಯಕ್ಷ ಪ್ರಭಾಕರ್ ರೆಡ್ಡಿ, ನೋಡಲ್ ಕೇಂದ್ರ ಪ್ರಾಂಶುಪಾಲರು ರಂಗನಾಥ್, ಜಿಲ್ಲಾ ಆಯಾಜಿನ ಕಾಲೇಜಿನ ಬೋಧಕ ಸಂಘದ ಅಧ್ಯಕ್ಷ ಗೋವಿಂದರಾಜು, ಮತ್ತಿತರರು ಇದ್ದರು. ರಮೇಶ್, ತಹಸಿಲ್ದಾರ್ ರಶ್ಮಿ, ಕಾರ್ಯ ನಿರ್ವಾಹಕ ಅಧಿಕಾರಿ ಎಸ್.ನಾರಾಯಣ್, ಕ್ಷೇತ್ರ ಶಿಕ್ಷಣಾಧಿಕಾರಿ ಬೋರೇಗೌಡ ಉಪಸ್ಥಿತರಿದ್ದರು. xyxy=(770,111,900,438)
continued-headline: ರಾಷ್ಟ್ರೀಯ ಲೋಕ್ ಅದಾಲತ್ xyxy=(46,95,326,131)
campus-body: ತುಮಕೂರು, ನ.23– ಕರ್ನಾಟಕ ರಾಜ್ಯ ರಸ್ತೆ ಸಾರಿಗೆ ನಿಗಮದಿಂದ ತುಮಕೂರು ವಿಶ್ವವಿದ್ಯಾನಿಲಯದ ಬಿದರಕಟ್ಟೆಯ ನೂತನ ಜ್ಞಾನಸಿರಿ ಕ್ಯಾಂಪಸ್‌ಗೆ ಸಾರಿಗೆ ಸೇವೆ ಕಲ್ಪಿಸಲಾಗಿದೆ ಎಂದು ವಿಭಾಗೀಯ ನಿಯಂತ್ರಣಾಧಿಕಾರಿಗಳು ತಿಳಿಸಿದ್ದಾರೆ. ತುಮಕೂರು ನಗರ ಬಸ್ ನಿಲ್ದಾಣದಿಂದ ಜ್ಞಾನಸಿರಿ ಕ್ಯಾಂಪಸ್‌ಗೆ ಬೆಳಗ್ಗೆ 8:30, 9, 9:30, 10, 10:30, 11, 11:30, 12, ಮಧ್ಯಾಹ್ನ 1:15, 1:40, 2:45, 3, 3:05, 3:30, 4:10, 4:30 ಗಂಟೆಗೆ ಹಾಗೂ ಜ್ಞಾನಸಿರಿ ಕ್ಯಾಂಪಸ್‌ನಿಂದ ತುಮಕೂರಿಗೆ ಬೆಳಗ್ಗೆ 9:45, 10:15, 10:45, 11:15, 11:45, ಮಧ್ಯಾಹ್ನ 12:15, 12:45, 2, 2:20, 3:30, 3:45, 4, 4:15, 4:55, 5:30 ಗಂಟೆಗೆ ಸಾರಿಗೆ ಸೌಲಭ್ಯ ಕಲ್ಪಿಸಲಾಗಿದ್ದು, ವಿದ್ಯಾರ್ಥಿಗಳು ಹಾಗೂ ಸಾರ್ವಜನಿಕರು ಸಾರಿಗೆ ಸೌಲಭ್ಯದ ಸದುಪಯೋಗ ಪಡೆದುಕೊಳ್ಳಬೇಕೆಂದು ಮನವಿ ಮಾಡಿದ್ದಾರೆ. xyxy=(622,901,900,996)
prime-logo: prime xyxy=(647,1033,658,1038)
continued-article xyxy=(45,75,327,455)
offer-line-1: INAUGRAL OFFER xyxy=(748,1340,802,1346)
header-divider xyxy=(47,70,899,72)
seasons-cafe-ad xyxy=(622,1030,900,1360)
